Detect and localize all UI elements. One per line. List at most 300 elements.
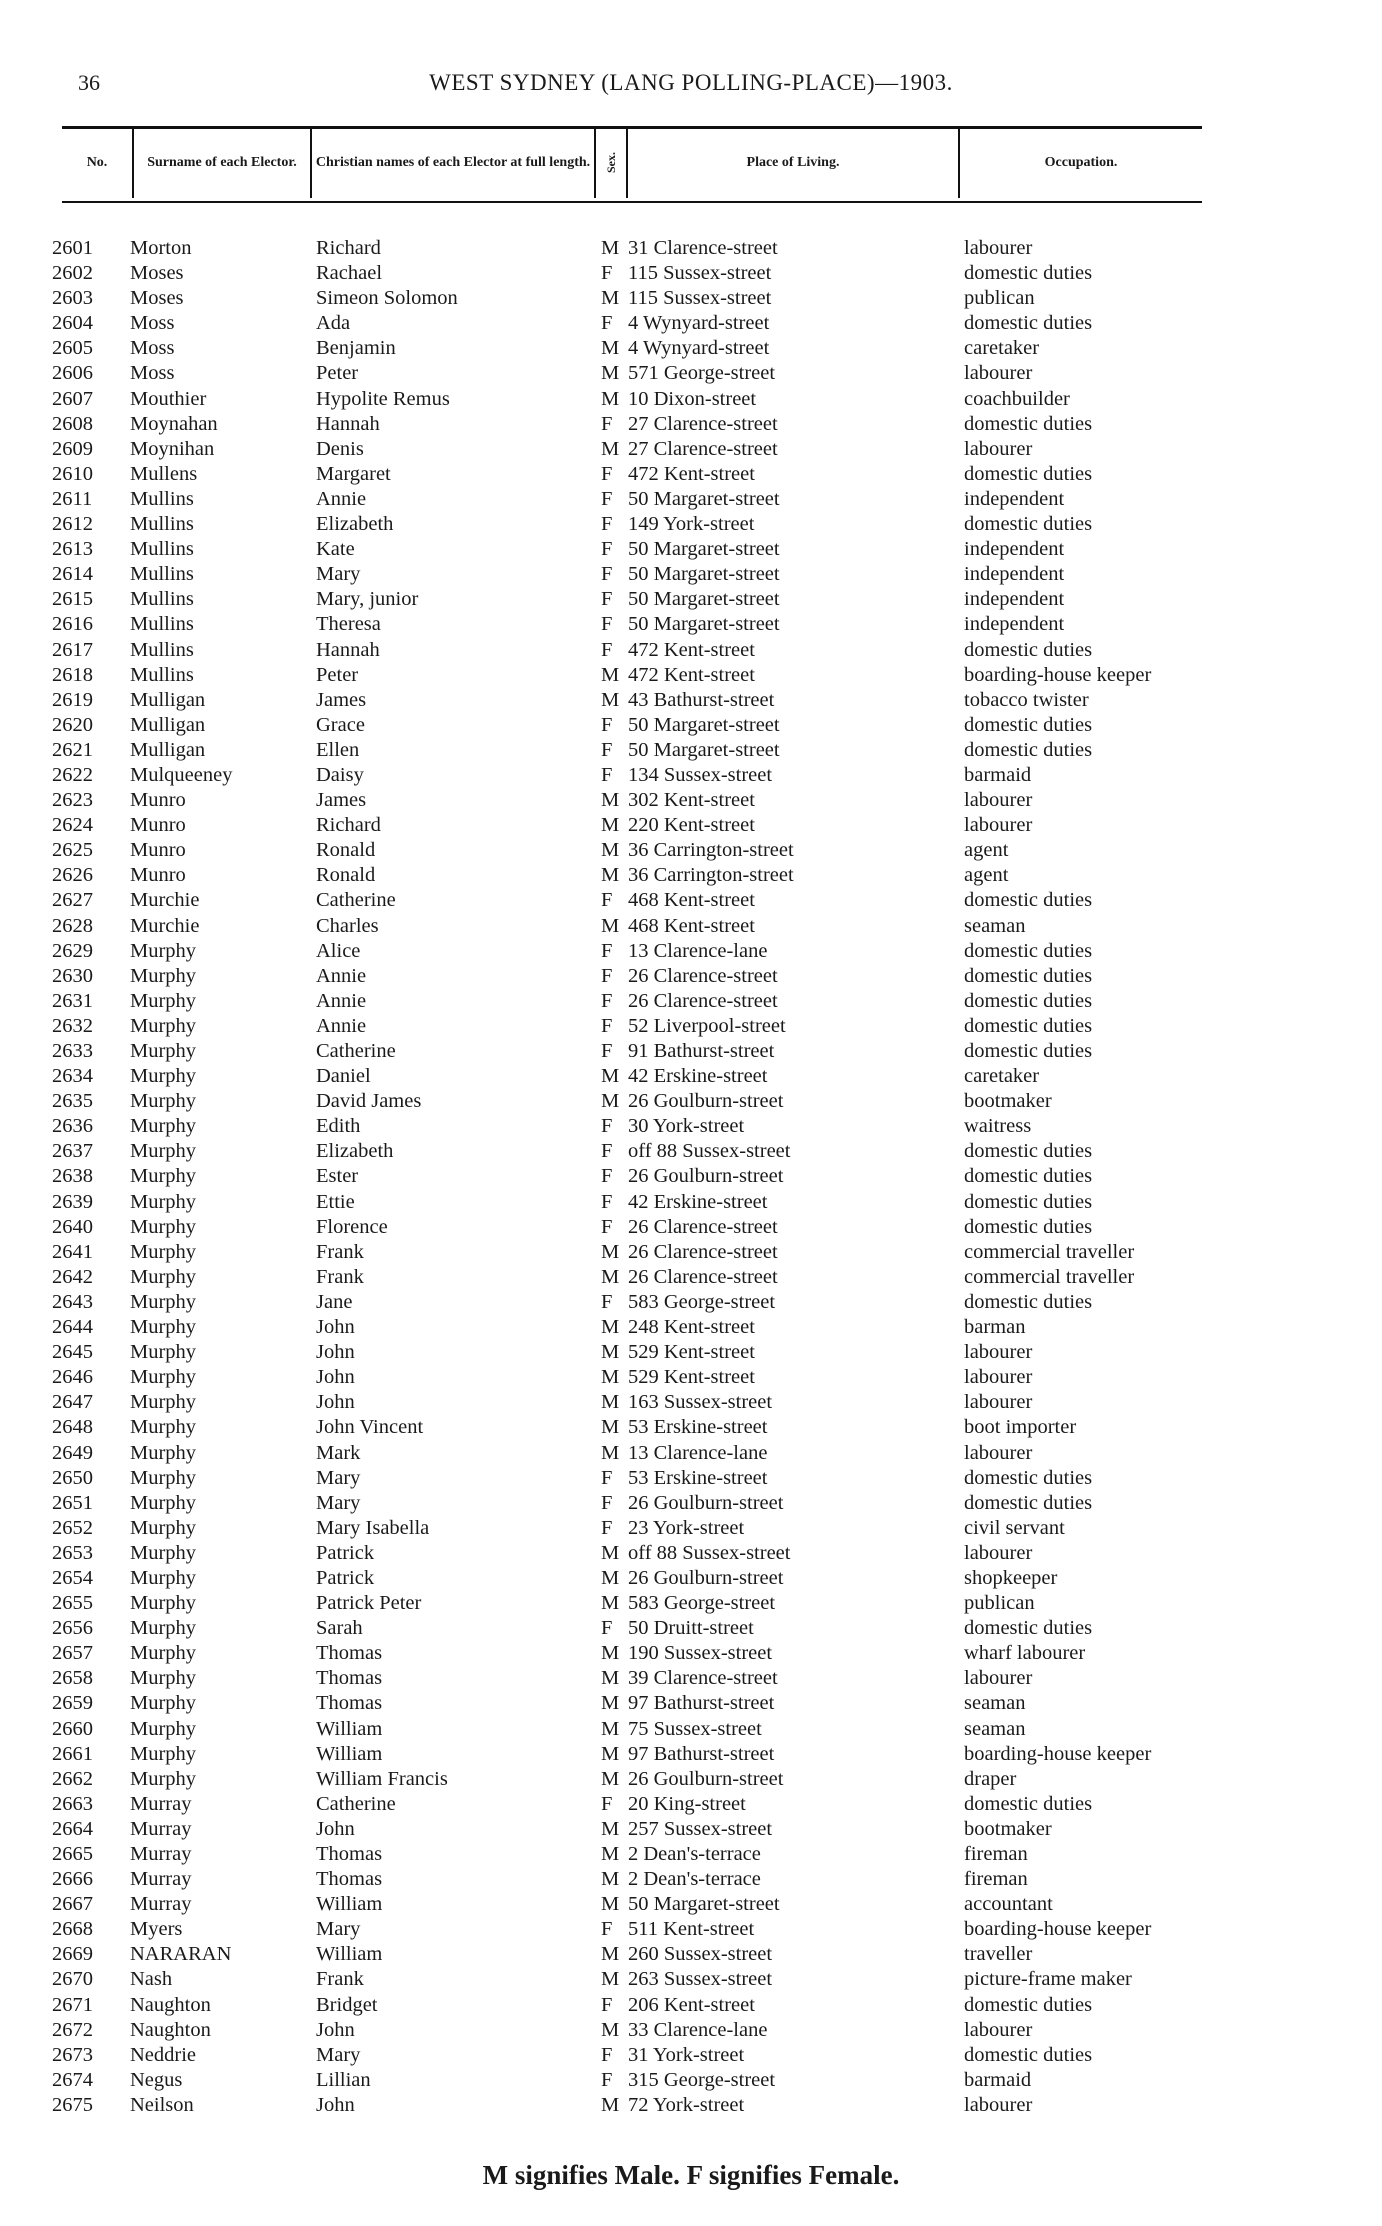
surname: Murphy [130,1190,197,1213]
table-row [0,1089,1382,1114]
surname: Murray [130,1843,192,1865]
surname: Murray [130,1893,192,1916]
place-of-living: 115 Sussex-street [628,262,772,285]
elector-number: 2656 [52,1617,93,1640]
sex: F [601,1014,613,1037]
page-number: 36 [78,70,100,95]
elector-number: 2628 [52,914,93,937]
christian-names: Mark [316,1441,361,1464]
christian-names: Charles [316,914,379,937]
occupation: labourer [964,814,1033,837]
table-row [0,1491,1382,1516]
elector-number: 2655 [52,1592,93,1615]
elector-number: 2602 [52,262,93,285]
elector-number: 2665 [52,1843,93,1865]
sex: M [601,1240,620,1263]
sex: F [601,1165,613,1188]
table-row [0,1942,1382,1967]
elector-number: 2651 [52,1491,93,1514]
occupation: coachbuilder [964,387,1070,410]
table-row [0,1415,1382,1440]
sex: M [601,688,620,711]
place-of-living: 97 Bathurst-street [628,1692,775,1715]
christian-names: Hannah [316,638,380,661]
surname: Moses [130,287,184,310]
surname: Murray [130,1817,192,1840]
surname: Moss [130,362,175,385]
place-of-living: 583 George-street [628,1290,776,1313]
christian-names: Thomas [316,1692,383,1715]
surname: Murphy [130,1416,197,1439]
elector-number: 2613 [52,538,93,561]
christian-names: Thomas [316,1642,383,1665]
christian-names: John Vincent [316,1416,424,1439]
occupation: tobacco twister [964,688,1089,711]
surname: Murphy [130,1742,197,1765]
place-of-living: 529 Kent-street [628,1341,755,1364]
christian-names: John [316,1316,355,1339]
christian-names: Thomas [316,1868,383,1891]
christian-names: John [316,1341,355,1364]
occupation: domestic duties [964,713,1093,736]
sex: M [601,1868,620,1891]
sex: M [601,1968,620,1991]
occupation: domestic duties [964,312,1093,335]
occupation: domestic duties [964,1215,1093,1238]
surname: Mouthier [130,387,207,410]
sex: M [601,337,620,360]
surname: Mullins [130,663,194,686]
surname: Murphy [130,1566,197,1589]
elector-number: 2632 [52,1014,93,1037]
elector-number: 2608 [52,412,93,435]
christian-names: Elizabeth [316,513,394,536]
surname: Murphy [130,1516,197,1539]
occupation: domestic duties [964,939,1093,962]
elector-number: 2658 [52,1667,93,1690]
elector-number: 2668 [52,1918,93,1941]
table-row [0,1365,1382,1390]
occupation: boarding-house keeper [964,1742,1152,1765]
christian-names: Annie [316,964,367,987]
table-row [0,1164,1382,1189]
sex: F [601,487,613,510]
sex: F [601,989,613,1012]
table-row [0,1240,1382,1265]
elector-number: 2644 [52,1316,93,1339]
sex: F [601,1190,613,1213]
occupation: seaman [964,914,1026,937]
elector-number: 2607 [52,387,93,410]
christian-names: Hannah [316,412,380,435]
christian-names: Ada [316,312,351,335]
elector-number: 2612 [52,513,93,536]
christian-names: John [316,1366,355,1389]
place-of-living: 263 Sussex-street [628,1968,773,1991]
surname: Murphy [130,1491,197,1514]
place-of-living: 206 Kent-street [628,1993,755,2016]
sex: M [601,839,620,862]
occupation: civil servant [964,1516,1065,1539]
elector-number: 2654 [52,1566,93,1589]
elector-number: 2622 [52,763,93,786]
sex: F [601,939,613,962]
sex: M [601,1265,620,1288]
table-row [0,663,1382,688]
christian-names: William [316,1943,383,1966]
surname: Murphy [130,1065,197,1088]
place-of-living: 50 Margaret-street [628,538,780,561]
table-row [0,1516,1382,1541]
elector-number: 2638 [52,1165,93,1188]
sex: M [601,1592,620,1615]
surname: Neddrie [130,2043,197,2066]
table-row [0,2018,1382,2043]
place-of-living: 4 Wynyard-street [628,312,770,335]
place-of-living: 52 Liverpool-street [628,1014,786,1037]
elector-number: 2646 [52,1366,93,1389]
sex: F [601,1491,613,1514]
christian-names: John [316,2093,355,2116]
place-of-living: 50 Margaret-street [628,588,780,611]
surname: Murphy [130,1040,197,1062]
table-row [0,612,1382,637]
table-row [0,1616,1382,1641]
table-row [0,788,1382,813]
elector-number: 2670 [52,1968,93,1991]
table-row [0,1315,1382,1340]
table-row [0,562,1382,587]
occupation: labourer [964,362,1033,385]
table-row [0,688,1382,713]
christian-names: Theresa [316,613,381,636]
place-of-living: 257 Sussex-street [628,1817,773,1840]
surname: Mullins [130,588,194,611]
place-of-living: 26 Clarence-street [628,1240,778,1263]
sex: M [601,387,620,410]
surname: Murphy [130,1692,197,1715]
surname: Mulligan [130,713,206,736]
elector-number: 2614 [52,563,93,586]
surname: Murphy [130,1617,197,1640]
christian-names: William [316,1893,383,1916]
christian-names: David James [316,1090,422,1113]
place-of-living: 468 Kent-street [628,914,755,937]
sex: F [601,738,613,761]
sex: M [601,814,620,837]
place-of-living: 31 Clarence-street [628,237,778,259]
surname: Murphy [130,1667,197,1690]
sex: M [601,1943,620,1966]
occupation: bootmaker [964,1817,1052,1840]
elector-number: 2619 [52,688,93,711]
place-of-living: 42 Erskine-street [628,1065,768,1088]
elector-number: 2652 [52,1516,93,1539]
elector-number: 2659 [52,1692,93,1715]
sex: F [601,763,613,786]
place-of-living: 13 Clarence-lane [628,1441,768,1464]
christian-names: Florence [316,1215,388,1238]
elector-number: 2626 [52,864,93,887]
table-row [0,1767,1382,1792]
elector-number: 2601 [52,237,93,259]
place-of-living: 134 Sussex-street [628,763,773,786]
place-of-living: 33 Clarence-lane [628,2018,768,2041]
surname: Mullins [130,487,194,510]
place-of-living: 583 George-street [628,1592,776,1615]
place-of-living: 31 York-street [628,2043,745,2066]
place-of-living: 50 Margaret-street [628,613,780,636]
occupation: domestic duties [964,1491,1093,1514]
place-of-living: 26 Clarence-street [628,989,778,1012]
sex: M [601,1642,620,1665]
place-of-living: 511 Kent-street [628,1918,755,1941]
place-of-living: 27 Clarence-street [628,437,778,460]
table-row [0,989,1382,1014]
sex: F [601,2068,613,2091]
elector-number: 2650 [52,1466,93,1489]
christian-names: Patrick [316,1566,375,1589]
christian-names: Patrick [316,1541,375,1564]
table-row [0,361,1382,386]
sex: F [601,1792,613,1815]
elector-number: 2624 [52,814,93,837]
occupation: domestic duties [964,1040,1093,1062]
surname: Mullens [130,462,198,485]
place-of-living: 10 Dixon-street [628,387,757,410]
table-row [0,1967,1382,1992]
christian-names: Patrick Peter [316,1592,422,1615]
elector-number: 2609 [52,437,93,460]
occupation: domestic duties [964,1140,1093,1163]
christian-names: Catherine [316,1792,396,1815]
christian-names: Kate [316,538,355,561]
christian-names: Grace [316,713,365,736]
elector-number: 2621 [52,738,93,761]
column-header-surname: Surname of each Elector. [147,154,297,170]
christian-names: William [316,1717,383,1740]
surname: NARARAN [130,1943,232,1966]
surname: Mullins [130,513,194,536]
christian-names: Thomas [316,1843,383,1865]
surname: Nash [130,1968,173,1991]
occupation: commercial traveller [964,1265,1135,1288]
occupation: labourer [964,237,1033,259]
elector-number: 2604 [52,312,93,335]
place-of-living: 248 Kent-street [628,1316,755,1339]
table-row [0,738,1382,763]
sex: F [601,513,613,536]
sex: F [601,563,613,586]
elector-number: 2634 [52,1065,93,1088]
occupation: domestic duties [964,1466,1093,1489]
sex: M [601,437,620,460]
christian-names: Mary [316,563,361,586]
surname: Negus [130,2068,183,2091]
place-of-living: 2 Dean's-terrace [628,1843,761,1865]
occupation: barman [964,1316,1026,1339]
table-row [0,336,1382,361]
surname: Murphy [130,1592,197,1615]
christian-names: Bridget [316,1993,378,2016]
table-row [0,1390,1382,1415]
table-row [0,1742,1382,1767]
table-row [0,1691,1382,1716]
sex: F [601,588,613,611]
occupation: domestic duties [964,964,1093,987]
sex: M [601,2093,620,2116]
place-of-living: 115 Sussex-street [628,287,772,310]
occupation: domestic duties [964,889,1093,912]
christian-names: William Francis [316,1767,448,1790]
elector-number: 2669 [52,1943,93,1966]
occupation: domestic duties [964,412,1093,435]
elector-number: 2610 [52,462,93,485]
table-row [0,1064,1382,1089]
surname: Moss [130,337,175,360]
surname: Mullins [130,613,194,636]
sex: M [601,1065,620,1088]
table-row [0,412,1382,437]
place-of-living: 91 Bathurst-street [628,1040,775,1062]
place-of-living: 260 Sussex-street [628,1943,773,1966]
place-of-living: 53 Erskine-street [628,1416,768,1439]
sex: M [601,1566,620,1589]
table-row [0,638,1382,663]
table-row [0,261,1382,286]
surname: Moynahan [130,412,218,435]
table-row [0,914,1382,939]
occupation: domestic duties [964,462,1093,485]
occupation: labourer [964,2093,1033,2116]
sex: F [601,1115,613,1138]
sex: M [601,1667,620,1690]
occupation: caretaker [964,337,1040,360]
elector-number: 2615 [52,588,93,611]
table-row [0,1641,1382,1666]
sex: M [601,663,620,686]
occupation: labourer [964,1366,1033,1389]
occupation: traveller [964,1943,1033,1966]
place-of-living: 302 Kent-street [628,789,755,812]
christian-names: John [316,1391,355,1414]
elector-number: 2673 [52,2043,93,2066]
sex: M [601,1767,620,1790]
table-row [0,1039,1382,1064]
table-row [0,838,1382,863]
christian-names: Thomas [316,1667,383,1690]
surname: Murphy [130,939,197,962]
place-of-living: 26 Goulburn-street [628,1566,784,1589]
occupation: labourer [964,1441,1033,1464]
table-row [0,537,1382,562]
elector-number: 2662 [52,1767,93,1790]
occupation: barmaid [964,2068,1032,2091]
table-row [0,1466,1382,1491]
christian-names: Richard [316,237,381,259]
place-of-living: 220 Kent-street [628,814,755,837]
table-row [0,286,1382,311]
christian-names: Mary [316,1466,361,1489]
sex: M [601,1341,620,1364]
occupation: seaman [964,1717,1026,1740]
sex: F [601,713,613,736]
occupation: fireman [964,1843,1028,1865]
table-row [0,1290,1382,1315]
sex: M [601,1416,620,1439]
occupation: domestic duties [964,1190,1093,1213]
sex: M [601,1893,620,1916]
elector-number: 2643 [52,1290,93,1313]
sex: F [601,964,613,987]
surname: Morton [130,237,192,259]
place-of-living: 26 Goulburn-street [628,1165,784,1188]
elector-number: 2616 [52,613,93,636]
christian-names: Peter [316,362,359,385]
christian-names: Edith [316,1115,361,1138]
surname: Murphy [130,1366,197,1389]
table-row [0,1666,1382,1691]
table-row [0,462,1382,487]
sex: M [601,362,620,385]
occupation: independent [964,613,1065,636]
surname: Murphy [130,1140,197,1163]
surname: Murphy [130,1090,197,1113]
sex: F [601,1215,613,1238]
occupation: labourer [964,1341,1033,1364]
christian-names: Ellen [316,738,360,761]
place-of-living: 472 Kent-street [628,462,755,485]
elector-number: 2657 [52,1642,93,1665]
christian-names: Sarah [316,1617,363,1640]
occupation: domestic duties [964,638,1093,661]
christian-names: Mary Isabella [316,1516,430,1539]
place-of-living: 468 Kent-street [628,889,755,912]
occupation: seaman [964,1692,1026,1715]
occupation: labourer [964,437,1033,460]
christian-names: Mary [316,2043,361,2066]
sex: M [601,1441,620,1464]
occupation: domestic duties [964,513,1093,536]
place-of-living: 75 Sussex-street [628,1717,762,1740]
occupation: accountant [964,1893,1053,1916]
column-header-no: No. [86,154,108,170]
place-of-living: 50 Margaret-street [628,713,780,736]
christian-names: Ettie [316,1190,355,1213]
occupation: domestic duties [964,262,1093,285]
elector-number: 2606 [52,362,93,385]
christian-names: John [316,1817,355,1840]
surname: Murphy [130,1541,197,1564]
table-row [0,1190,1382,1215]
sex: F [601,1918,613,1941]
surname: Munro [130,839,186,862]
place-of-living: 26 Goulburn-street [628,1767,784,1790]
surname: Murphy [130,1014,197,1037]
sex: M [601,1366,620,1389]
occupation: domestic duties [964,1792,1093,1815]
place-of-living: off 88 Sussex-street [628,1541,791,1564]
place-of-living: 26 Clarence-street [628,964,778,987]
column-header-occupation: Occupation. [1044,154,1118,170]
elector-number: 2648 [52,1416,93,1439]
table-row [0,1541,1382,1566]
occupation: fireman [964,1868,1028,1891]
surname: Murphy [130,1215,197,1238]
place-of-living: 97 Bathurst-street [628,1742,775,1765]
place-of-living: 4 Wynyard-street [628,337,770,360]
christian-names: Daisy [316,763,364,786]
